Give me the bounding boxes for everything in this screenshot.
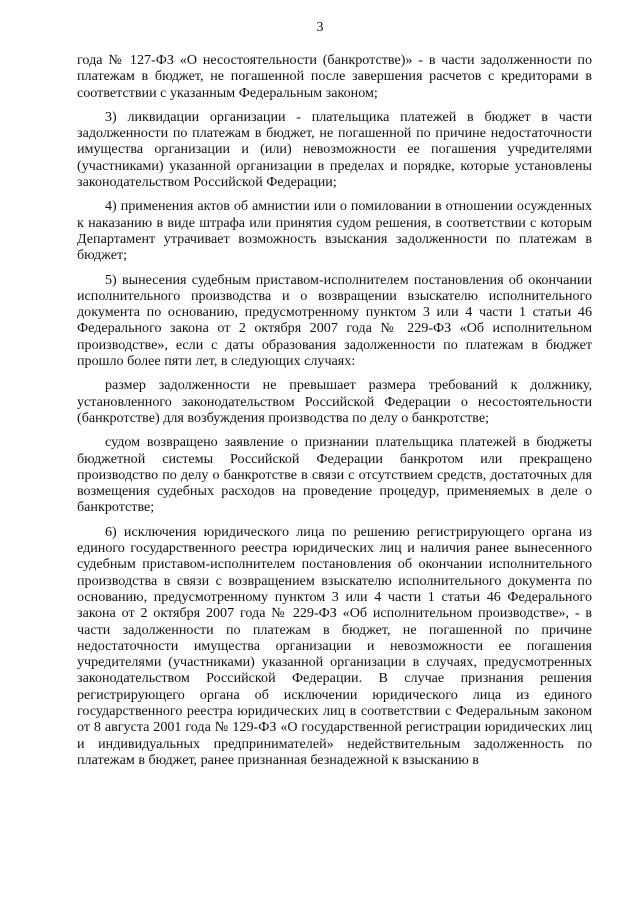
paragraph-item-6: 6) исключения юридического лица по решению регистрирующего органа из единого государственного реестра юридических лиц и наличия ранее вынесенного судебным приставом-исполнителем постановления об окончании исполнительного производства в связи с возвращением взыскателю исполнительного документа по основанию, предусмотренному пунктом 3 или 4 части 1 статьи 46 Федерального закона от 2 октября 2007 года № 229-ФЗ «Об исполнительном производстве», - в части задолженности по платежам в бюджет, не погашенной по причине недостаточности имущества организации и невозможности ее погашения учредителями (участниками) указанной организации в случаях, предусмотренных законодательством Российской Федерации. В случае признания решения регистрирующего органа об исключении юридического лица из единого государственного реестра юридических лиц в соответствии с Федеральным законом от 8 августа 2001 года № 129-ФЗ «О государственной регистрации юридических лиц и индивидуальных предпринимателей» недействительным задолженность по платежам в бюджет, ранее признанная безнадежной к взысканию в	[77, 523, 592, 768]
page-number: 3	[316, 20, 324, 35]
paragraph-continuation: года № 127-ФЗ «О несостоятельности (банкротстве)» - в части задолженности по платежам в бюджет, не погашенной после завершения расчетов с кредиторами в соответствии с указанным Федеральным законом;	[77, 52, 592, 101]
paragraph-case-bankruptcy: судом возвращено заявление о признании плательщика платежей в бюджеты бюджетной системы Российской Федерации банкротом или прекращено производство по делу о банкротстве в связи с отсутствием средств, достаточных для возмещения судебных расходов на проведение процедур, применяемых в деле о банкротстве;	[77, 434, 592, 516]
document-body	[77, 52, 592, 776]
paragraph-item-5: 5) вынесения судебным приставом-исполнителем постановления об окончании исполнительного производства и о возвращении взыскателю исполнительного документа по основанию, предусмотренному пунктом 3 или 4 части 1 статьи 46 Федерального закона от 2 октября 2007 года № 229-ФЗ «Об исполнительном производстве», если с даты образования задолженности по платежам в бюджет прошло более пяти лет, в следующих случаях:	[77, 271, 592, 370]
paragraph-case-debt-size: размер задолженности не превышает размера требований к должнику, установленного законодательством Российской Федерации о несостоятельности (банкротстве) для возбуждения производства по делу о банкротстве;	[77, 377, 592, 426]
paragraph-item-4: 4) применения актов об амнистии или о помиловании в отношении осужденных к наказанию в виде штрафа или принятия судом решения, в соответствии с которым Департамент утрачивает возможность взыскания задолженности по платежам в бюджет;	[77, 198, 592, 264]
paragraph-item-3: 3) ликвидации организации - плательщика платежей в бюджет в части задолженности по платежам в бюджет, не погашенной по причине недостаточности имущества организации и (или) невозможности ее погашения учредителями (участниками) указанной организации в пределах и порядке, которые установлены законодательством Российской Федерации;	[77, 108, 592, 191]
